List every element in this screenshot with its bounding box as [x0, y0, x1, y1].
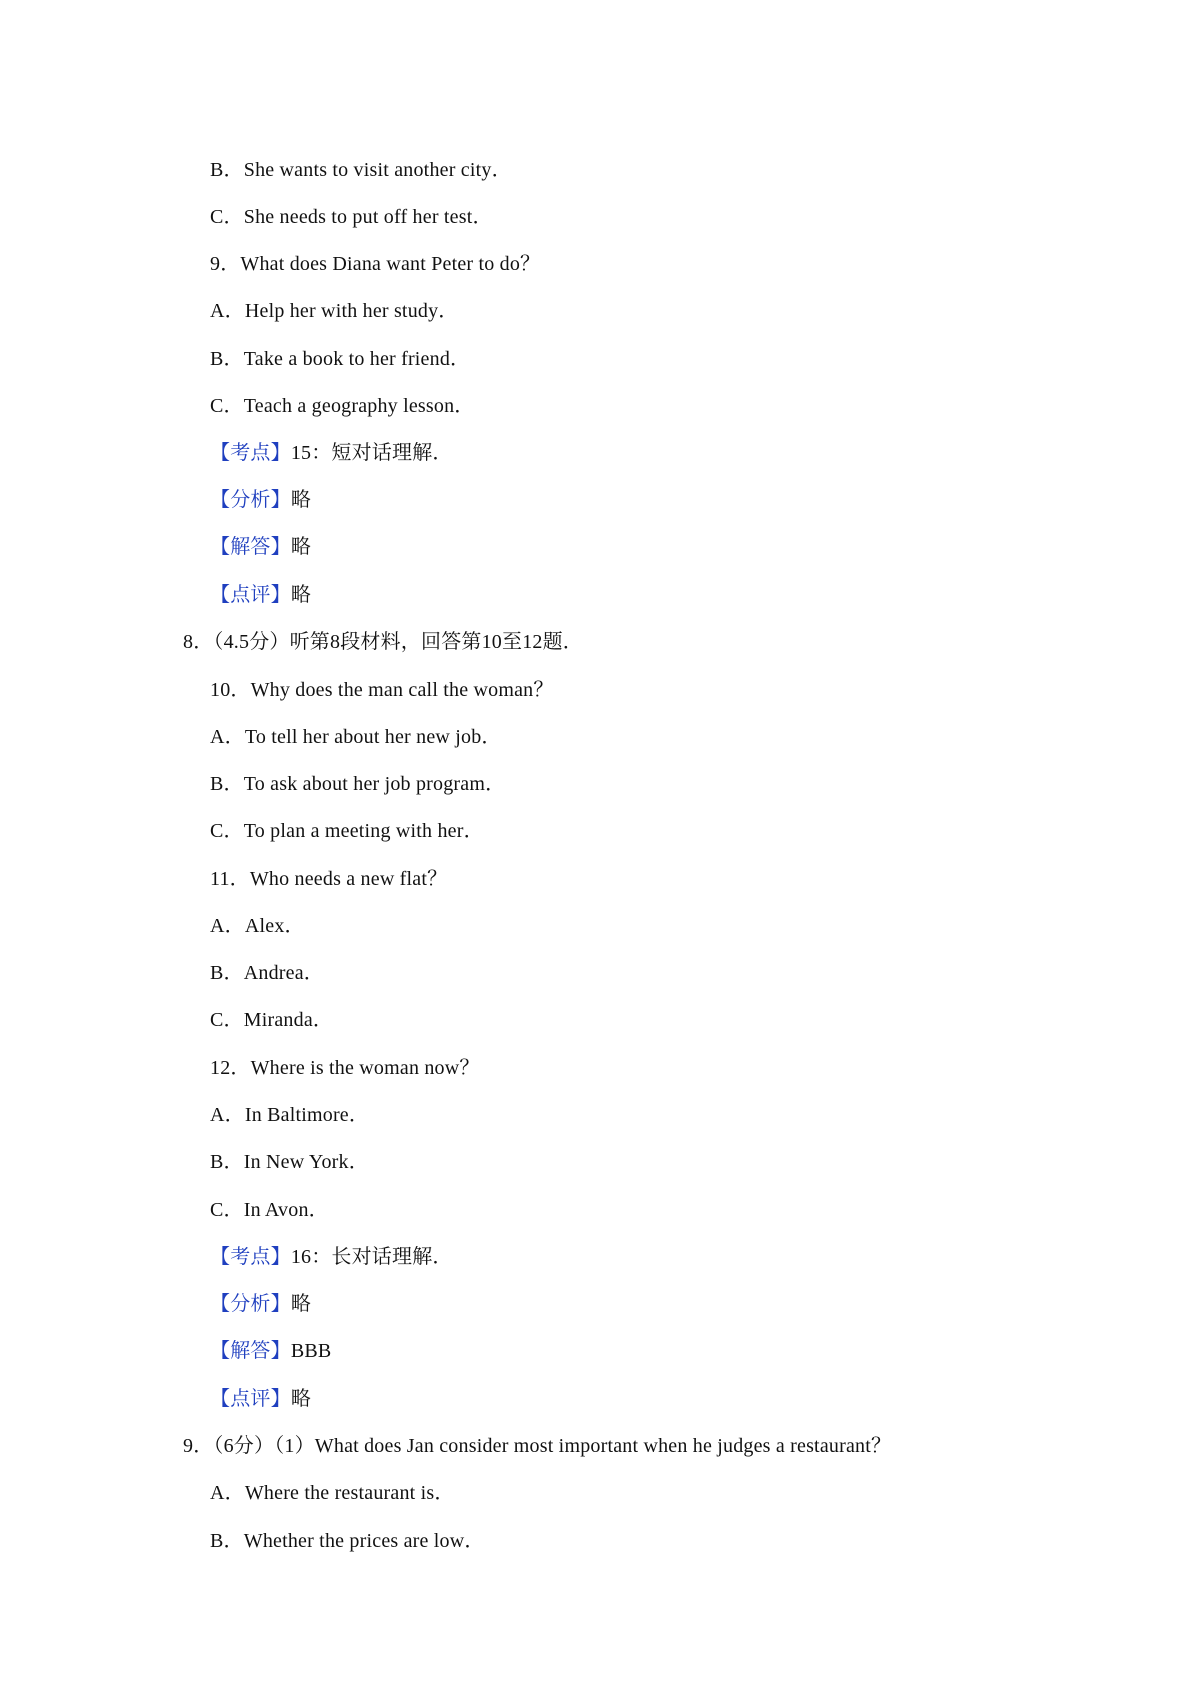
- option-b-line: B．Take a book to her friend．: [210, 348, 471, 370]
- kaodian-line: [210, 1244, 453, 1270]
- option-c-line: C．Teach a geography lesson．: [210, 395, 475, 417]
- option-c-line: C．She needs to put off her test．: [210, 206, 493, 228]
- option-b-line: B．Andrea．: [210, 962, 324, 984]
- kaodian-tag: 【考点】: [210, 1246, 291, 1268]
- question-8-heading: 8．（4.5分）听第8段材料，回答第10至12题．: [183, 631, 583, 653]
- jieda-line: [210, 534, 311, 560]
- option-b-line: B．To ask about her job program．: [210, 773, 506, 795]
- option-c-line: C．To plan a meeting with her．: [210, 820, 484, 842]
- dianping-text: 略: [290, 584, 312, 606]
- option-b-line: B．Whether the prices are low．: [210, 1530, 485, 1552]
- kaodian-line: [210, 440, 453, 466]
- jieda-text: BBB: [290, 1340, 332, 1362]
- question-9-line: 9．What does Diana want Peter to do？: [210, 253, 541, 275]
- option-b-line: B．She wants to visit another city．: [210, 159, 512, 181]
- kaodian-tag: 【考点】: [210, 442, 291, 464]
- option-c-line: C．Miranda．: [210, 1009, 334, 1031]
- fenxi-tag: 【分析】: [210, 1293, 291, 1315]
- fenxi-text: 略: [290, 1293, 312, 1315]
- option-a-line: A．Help her with her study．: [210, 300, 459, 322]
- kaodian-text: 15：短对话理解．: [290, 442, 453, 464]
- question-11-line: 11．Who needs a new flat？: [210, 868, 448, 890]
- fenxi-tag: 【分析】: [210, 489, 291, 511]
- dianping-tag: 【点评】: [210, 584, 291, 606]
- dianping-text: 略: [290, 1388, 312, 1410]
- jieda-tag: 【解答】: [210, 1340, 291, 1362]
- option-a-line: A．Alex．: [210, 915, 305, 937]
- question-10-line: 10．Why does the man call the woman？: [210, 679, 554, 701]
- option-b-line: B．In New York．: [210, 1151, 369, 1173]
- fenxi-line: [210, 487, 311, 513]
- fenxi-text: 略: [290, 489, 312, 511]
- kaodian-text: 16：长对话理解．: [290, 1246, 453, 1268]
- option-a-line: A．In Baltimore．: [210, 1104, 370, 1126]
- option-a-line: A．To tell her about her new job．: [210, 726, 502, 748]
- option-c-line: C．In Avon．: [210, 1199, 329, 1221]
- dianping-tag: 【点评】: [210, 1388, 291, 1410]
- option-a-line: A．Where the restaurant is．: [210, 1482, 455, 1504]
- fenxi-line: [210, 1291, 311, 1317]
- dianping-line: [210, 1386, 311, 1412]
- question-12-line: 12．Where is the woman now？: [210, 1057, 480, 1079]
- jieda-tag: 【解答】: [210, 536, 291, 558]
- jieda-text: 略: [290, 536, 312, 558]
- jieda-line: [210, 1338, 331, 1364]
- question-9-heading: 9．（6分）（1）What does Jan consider most important when he judges a restaurant？: [183, 1435, 892, 1457]
- dianping-line: [210, 582, 311, 608]
